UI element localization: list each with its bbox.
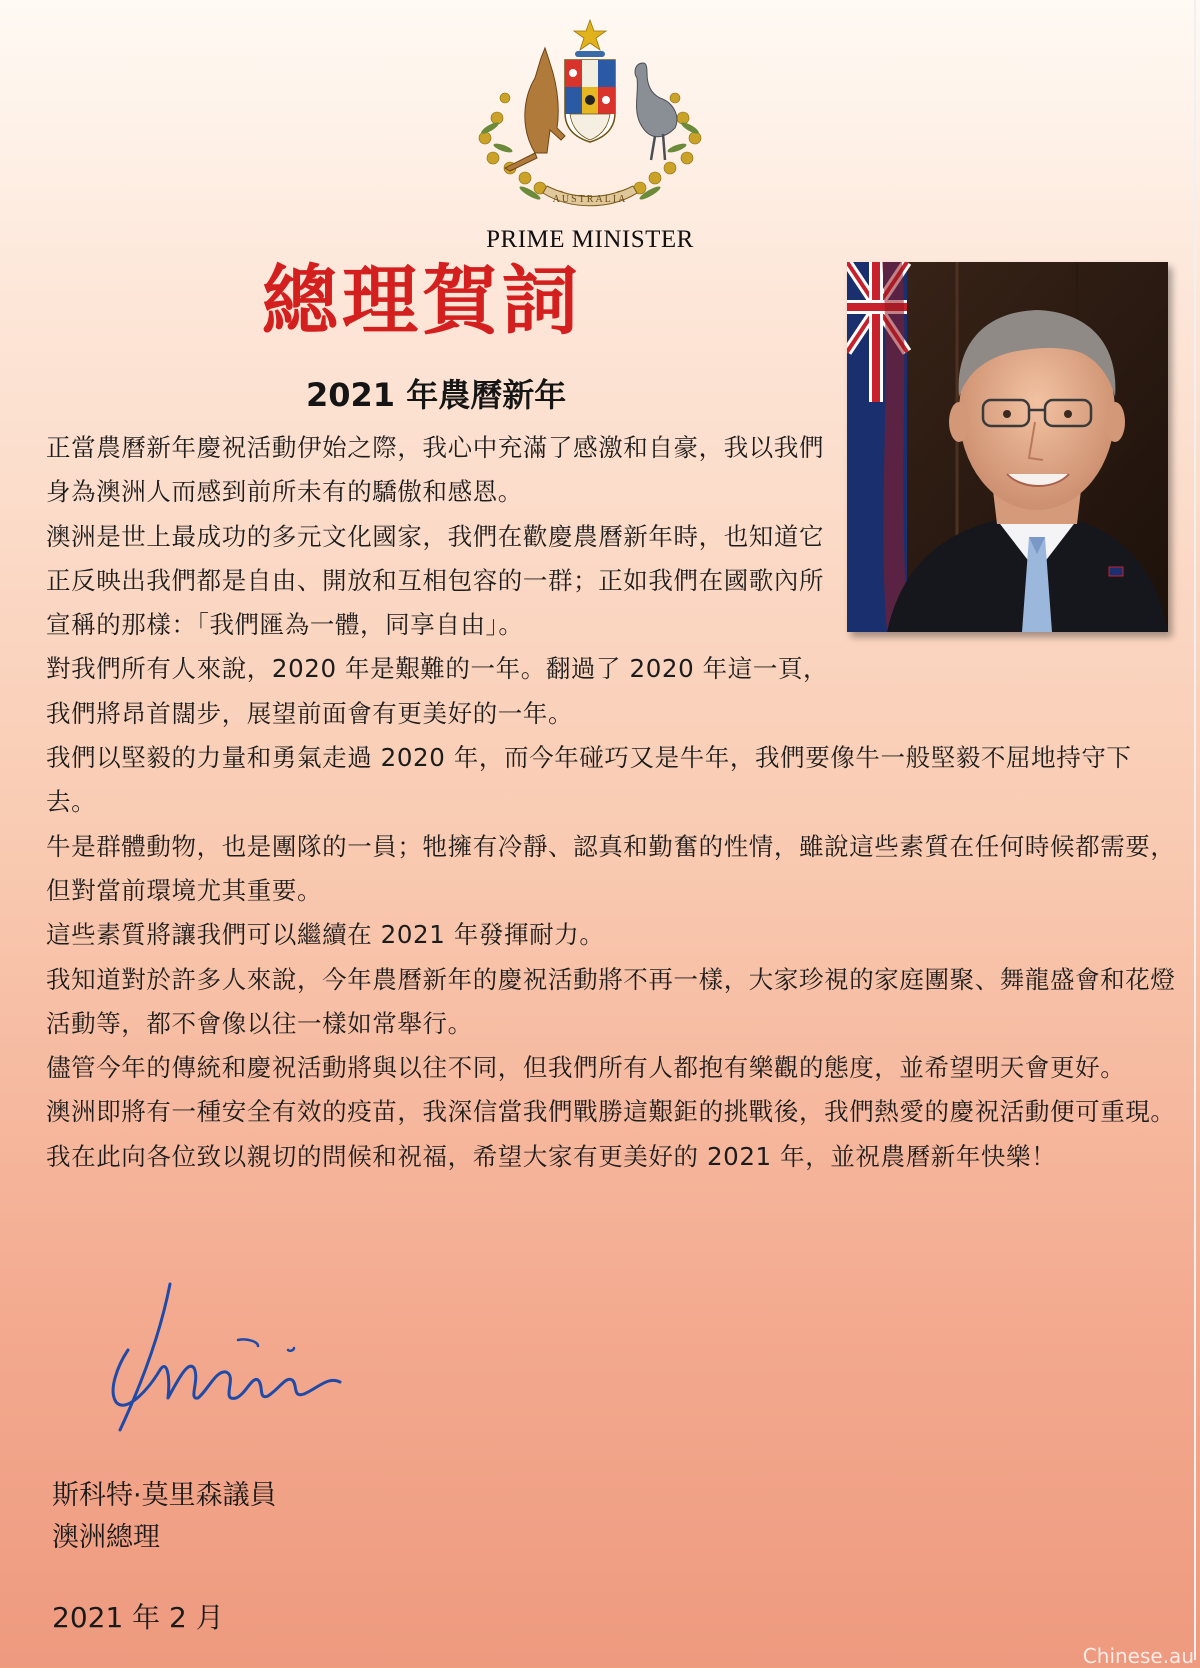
letter-paragraph: 我們以堅毅的力量和勇氣走過 2020 年，而今年碰巧又是牛年，我們要像牛一般堅毅不屈地持守下去。 xyxy=(46,743,1132,817)
signature-icon xyxy=(108,1280,368,1450)
letter-paragraph: 我知道對於許多人來說，今年農曆新年的慶祝活動將不再一樣，大家珍視的家庭團聚、舞龍盛會和花燈活動等，都不會像以往一樣如常舉行。 xyxy=(46,964,1176,1038)
emblem-banner-text: AUSTRALIA xyxy=(552,194,628,205)
letter-paragraph: 牛是群體動物，也是團隊的一員；牠擁有冷靜、認真和勤奮的性情，雖說這些素質在任何時候都需要，但對當前環境尤其重要。 xyxy=(46,831,1176,905)
page-title: 總理賀詞 xyxy=(262,256,582,345)
letter-paragraph: 澳洲即將有一種安全有效的疫苗，我深信當我們戰勝這艱鉅的挑戰後，我們熱愛的慶祝活動便可重現。 xyxy=(46,1097,1176,1127)
office-label: PRIME MINISTER xyxy=(486,226,694,253)
letter-paragraph: 我在此向各位致以親切的問候和祝福，希望大家有更美好的 2021 年，並祝農曆新年快樂！ xyxy=(46,1141,1057,1171)
site-watermark: Chinese.au xyxy=(1082,1644,1194,1668)
letter-date: 2021 年 2 月 xyxy=(52,1601,224,1634)
letter-paragraph: 儘管今年的傳統和慶祝活動將與以往不同，但我們所有人都抱有樂觀的態度，並希望明天會更好。 xyxy=(46,1053,1126,1083)
signatory-name: 斯科特·莫里森議員 xyxy=(52,1480,277,1511)
coat-of-arms-icon xyxy=(465,18,715,223)
page-subtitle: 2021 年農曆新年 xyxy=(306,376,567,414)
letter-body xyxy=(46,426,1176,1179)
letter-paragraph: 澳洲是世上最成功的多元文化國家，我們在歡慶農曆新年時，也知道它正反映出我們都是自由、開放和互相包容的一群；正如我們在國歌內所宣稱的那樣：「我們匯為一體，同享自由」。 xyxy=(46,521,825,640)
letter-paragraph: 這些素質將讓我們可以繼續在 2021 年發揮耐力。 xyxy=(46,920,605,950)
letter-paragraph: 正當農曆新年慶祝活動伊始之際，我心中充滿了感激和自豪，我以我們身為澳洲人而感到前所未有的驕傲和感恩。 xyxy=(46,433,825,507)
letter-paragraph: 對我們所有人來說，2020 年是艱難的一年。翻過了 2020 年這一頁，我們將昂首闊步，展望前面會有更美好的一年。 xyxy=(46,654,829,728)
signatory-title: 澳洲總理 xyxy=(52,1522,160,1553)
